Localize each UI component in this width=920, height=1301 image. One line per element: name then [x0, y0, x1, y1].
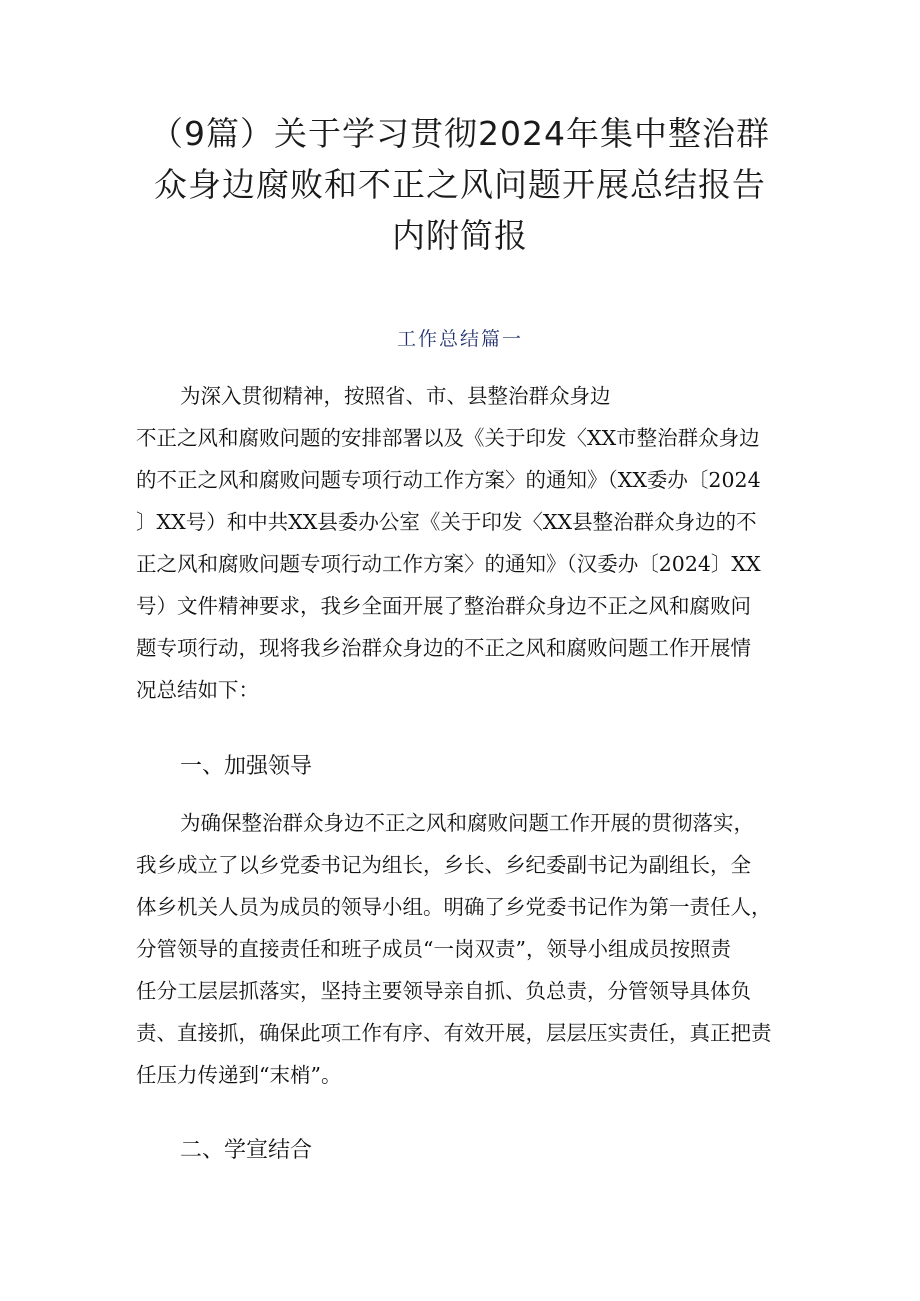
paragraph-line: 题专项行动，现将我乡治群众身边的不正之风和腐败问题工作开展情 — [136, 636, 751, 660]
title-line: （9篇）关于学习贯彻2024年集中整治群 — [150, 114, 770, 153]
intro-paragraph — [136, 375, 796, 711]
paragraph-line: 况总结如下： — [136, 678, 259, 702]
paragraph-line: 正之风和腐败问题专项行动工作方案〉的通知》（汉委办〔2024〕XX — [136, 552, 761, 576]
paragraph-line: 不正之风和腐败问题的安排部署以及《关于印发〈XX市整治群众身边 — [136, 426, 760, 450]
paragraph-line: 分管领导的直接责任和班子成员“一岗双责”，领导小组成员按照责 — [136, 937, 731, 961]
title-line: 众身边腐败和不正之风问题开展总结报告 — [154, 165, 766, 204]
paragraph-line: 为深入贯彻精神，按照省、市、县整治群众身边 — [180, 384, 611, 408]
paragraph-line: 体乡机关人员为成员的领导小组。明确了乡党委书记作为第一责任人， — [136, 895, 772, 919]
paragraph-line: 任压力传递到“末梢”。 — [136, 1063, 342, 1087]
paragraph-line: 责、直接抓，确保此项工作有序、有效开展，层层压实责任，真正把责 — [136, 1021, 772, 1045]
section-heading-2: 二、学宣结合 — [180, 1138, 313, 1163]
paragraph-line: 的不正之风和腐败问题专项行动工作方案〉的通知》（XX委办〔2024 — [136, 468, 761, 492]
section-heading-1: 一、加强领导 — [180, 754, 313, 779]
paragraph-line: 为确保整治群众身边不正之风和腐败问题工作开展的贯彻落实， — [180, 811, 754, 835]
paragraph-line: 〕XX号）和中共XX县委办公室《关于印发〈XX县整治群众身边的不 — [136, 510, 757, 534]
paragraph-line: 号）文件精神要求，我乡全面开展了整治群众身边不正之风和腐败问 — [136, 594, 751, 618]
section1-paragraph — [136, 802, 796, 1096]
title-line: 内附简报 — [392, 216, 528, 255]
paragraph-line: 任分工层层抓落实，坚持主要领导亲自抓、负总责，分管领导具体负 — [136, 979, 751, 1003]
paragraph-line: 我乡成立了以乡党委书记为组长，乡长、乡纪委副书记为副组长，全 — [136, 853, 751, 877]
document-title — [120, 108, 800, 261]
document-subtitle: 工作总结篇一 — [396, 328, 523, 350]
